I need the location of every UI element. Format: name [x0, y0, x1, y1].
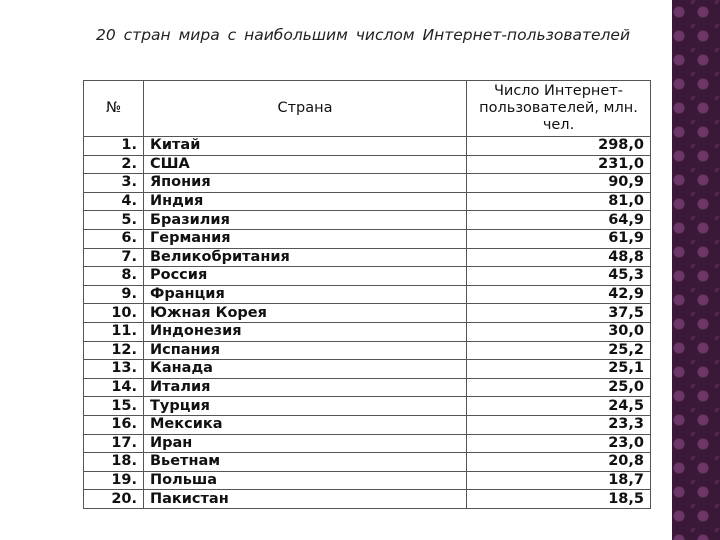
row-internet-users: 61,9 [467, 229, 651, 248]
row-country: Испания [144, 341, 467, 360]
row-internet-users: 81,0 [467, 192, 651, 211]
row-number: 19. [84, 471, 144, 490]
slide-title: 20 стран мира с наибольшим числом Интернет-пользователей [96, 26, 631, 44]
table-row [84, 490, 651, 509]
row-number: 4. [84, 192, 144, 211]
row-number: 12. [84, 341, 144, 360]
row-number: 20. [84, 490, 144, 509]
row-country: Пакистан [144, 490, 467, 509]
row-country: Польша [144, 471, 467, 490]
row-internet-users: 298,0 [467, 137, 651, 156]
row-number: 9. [84, 285, 144, 304]
row-country: Бразилия [144, 211, 467, 230]
header-internet-users: Число Интернет-пользователей, млн. чел. [467, 81, 651, 137]
table-row [84, 360, 651, 379]
table-row [84, 453, 651, 472]
row-internet-users: 30,0 [467, 322, 651, 341]
table-row [84, 397, 651, 416]
row-country: Индия [144, 192, 467, 211]
row-number: 6. [84, 229, 144, 248]
row-country: Канада [144, 360, 467, 379]
row-country: Китай [144, 137, 467, 156]
row-number: 18. [84, 453, 144, 472]
row-country: Великобритания [144, 248, 467, 267]
header-number: № [84, 81, 144, 137]
table-row [84, 378, 651, 397]
row-number: 10. [84, 304, 144, 323]
table-row [84, 174, 651, 193]
row-internet-users: 24,5 [467, 397, 651, 416]
row-internet-users: 20,8 [467, 453, 651, 472]
row-number: 11. [84, 322, 144, 341]
row-number: 5. [84, 211, 144, 230]
row-country: Япония [144, 174, 467, 193]
table-row [84, 229, 651, 248]
row-internet-users: 45,3 [467, 267, 651, 286]
row-number: 2. [84, 155, 144, 174]
table-row [84, 415, 651, 434]
row-internet-users: 25,2 [467, 341, 651, 360]
row-internet-users: 48,8 [467, 248, 651, 267]
row-country: Италия [144, 378, 467, 397]
row-internet-users: 64,9 [467, 211, 651, 230]
row-internet-users: 23,3 [467, 415, 651, 434]
row-internet-users: 25,1 [467, 360, 651, 379]
table-row [84, 285, 651, 304]
row-country: Индонезия [144, 322, 467, 341]
row-internet-users: 23,0 [467, 434, 651, 453]
row-number: 14. [84, 378, 144, 397]
row-internet-users: 18,7 [467, 471, 651, 490]
countries-table [83, 80, 651, 509]
row-number: 8. [84, 267, 144, 286]
row-country: США [144, 155, 467, 174]
row-internet-users: 18,5 [467, 490, 651, 509]
row-internet-users: 90,9 [467, 174, 651, 193]
table-row [84, 322, 651, 341]
row-internet-users: 42,9 [467, 285, 651, 304]
table-row [84, 341, 651, 360]
row-number: 13. [84, 360, 144, 379]
table-row [84, 155, 651, 174]
row-country: Вьетнам [144, 453, 467, 472]
table-row [84, 267, 651, 286]
row-number: 7. [84, 248, 144, 267]
table-row [84, 471, 651, 490]
table-row [84, 434, 651, 453]
table-row [84, 137, 651, 156]
row-country: Франция [144, 285, 467, 304]
row-number: 3. [84, 174, 144, 193]
table-header-row [84, 81, 651, 137]
table-row [84, 192, 651, 211]
row-country: Южная Корея [144, 304, 467, 323]
table-row [84, 248, 651, 267]
row-number: 15. [84, 397, 144, 416]
row-number: 17. [84, 434, 144, 453]
row-country: Германия [144, 229, 467, 248]
row-number: 1. [84, 137, 144, 156]
row-country: Россия [144, 267, 467, 286]
row-internet-users: 25,0 [467, 378, 651, 397]
row-country: Турция [144, 397, 467, 416]
row-country: Иран [144, 434, 467, 453]
row-internet-users: 37,5 [467, 304, 651, 323]
table-row [84, 211, 651, 230]
header-country: Страна [144, 81, 467, 137]
row-number: 16. [84, 415, 144, 434]
table-row [84, 304, 651, 323]
row-internet-users: 231,0 [467, 155, 651, 174]
row-country: Мексика [144, 415, 467, 434]
